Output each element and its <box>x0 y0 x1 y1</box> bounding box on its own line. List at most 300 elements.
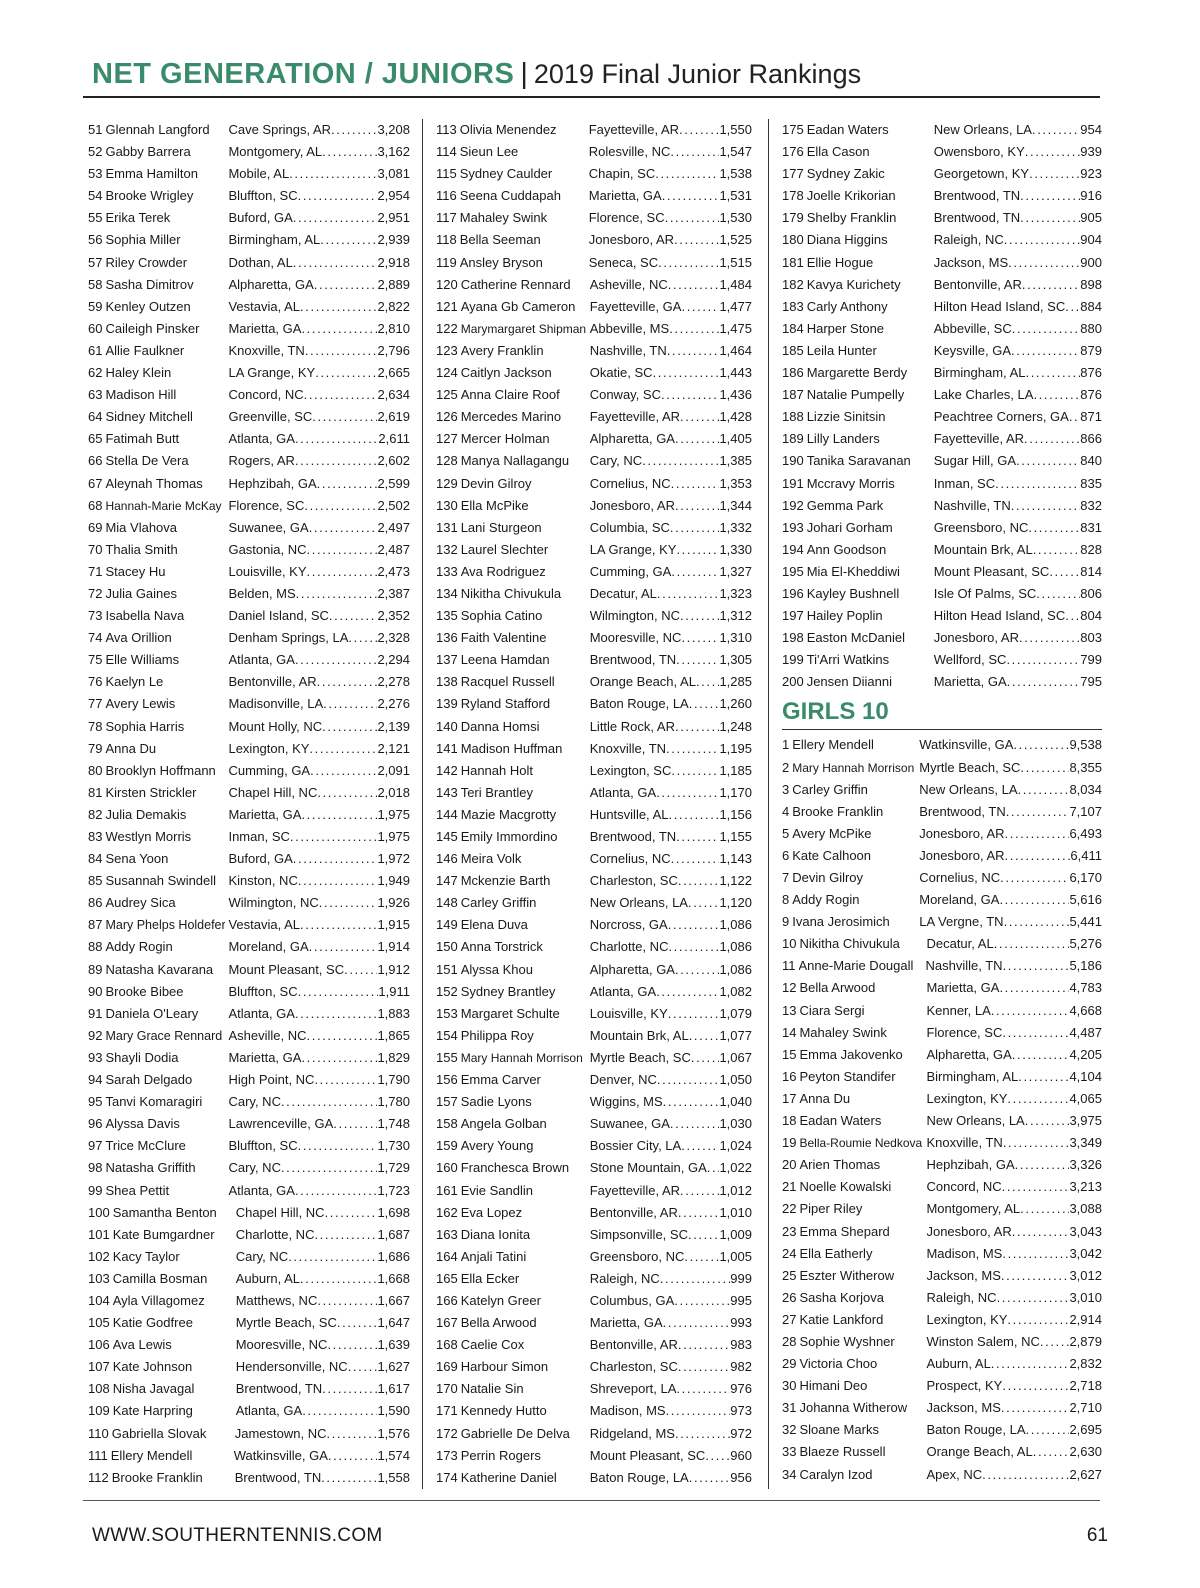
ranking-points: 2,665 <box>377 365 410 381</box>
player-name: Racquel Russell <box>460 674 555 690</box>
player-name: Hailey Poplin <box>806 608 883 624</box>
player-hometown: Knoxville, TN <box>926 1135 1003 1151</box>
rankings-column-1 <box>88 119 410 1489</box>
ranking-row <box>88 1003 410 1025</box>
ranking-row <box>88 539 410 561</box>
player-hometown: Marietta, GA <box>228 806 302 822</box>
leader-dots <box>333 1113 377 1135</box>
rank-number: 181 <box>782 254 804 270</box>
player-hometown: Matthews, NC <box>235 1292 318 1308</box>
rank-number: 162 <box>436 1204 458 1220</box>
leader-dots <box>288 1246 377 1268</box>
ranking-points: 2,954 <box>377 188 410 204</box>
leader-dots <box>1028 517 1080 539</box>
rank-number: 185 <box>782 342 804 358</box>
player-hometown: Brentwood, TN <box>919 803 1006 819</box>
player-name: Nisha Javagal <box>112 1381 195 1397</box>
ranking-row <box>782 649 1102 671</box>
rank-number: 196 <box>782 585 804 601</box>
player-hometown: Asheville, NC <box>228 1027 307 1043</box>
ranking-row <box>782 734 1102 756</box>
rank-number: 191 <box>782 475 804 491</box>
player-hometown: Florence, SC <box>588 210 665 226</box>
player-hometown: Fayetteville, GA <box>589 298 682 314</box>
ranking-points: 832 <box>1080 497 1102 513</box>
ranking-points: 2,139 <box>377 718 410 734</box>
ranking-row <box>88 1025 410 1047</box>
player-name: Sophia Harris <box>105 718 185 734</box>
leader-dots <box>295 1180 378 1202</box>
ranking-points: 3,162 <box>377 144 410 160</box>
player-hometown: Atlanta, GA <box>228 431 295 447</box>
player-name: Harbour Simon <box>460 1359 549 1375</box>
player-name: Gabby Barrera <box>105 144 191 160</box>
rank-number: 12 <box>782 980 797 996</box>
ranking-row <box>436 848 752 870</box>
leader-dots <box>1033 539 1081 561</box>
player-hometown: Suwanee, GA <box>228 519 309 535</box>
player-hometown: Wellford, SC <box>933 652 1007 668</box>
leader-dots <box>662 185 720 207</box>
leader-dots <box>642 450 719 472</box>
rank-number: 93 <box>88 1049 103 1065</box>
player-hometown: Norcross, GA <box>589 917 668 933</box>
ranking-points: 973 <box>730 1403 752 1419</box>
ranking-row <box>782 911 1102 933</box>
player-name: Samantha Benton <box>112 1204 217 1220</box>
rank-number: 116 <box>436 188 457 204</box>
player-hometown: Cornelius, NC <box>589 851 671 867</box>
player-hometown: Cumming, GA <box>589 563 672 579</box>
ranking-row <box>436 185 752 207</box>
ranking-row <box>436 252 752 274</box>
ranking-points: 1,515 <box>719 254 752 270</box>
rank-number: 15 <box>782 1046 797 1062</box>
player-name: Angela Golban <box>460 1116 547 1132</box>
leader-dots <box>1003 955 1070 977</box>
player-hometown: Georgetown, KY <box>933 166 1030 182</box>
player-name: Gabrielle De Delva <box>460 1425 570 1441</box>
leader-dots <box>320 229 377 251</box>
ranking-row <box>88 892 410 914</box>
player-name: Bella Arwood <box>460 1315 537 1331</box>
leader-dots <box>691 1047 720 1069</box>
player-name: Julia Demakis <box>105 806 187 822</box>
ranking-points: 1,912 <box>377 961 410 977</box>
header-divider <box>83 96 1100 98</box>
rank-number: 178 <box>782 188 804 204</box>
leader-dots <box>317 473 378 495</box>
player-name: Brooke Franklin <box>792 803 884 819</box>
player-hometown: Jonesboro, AR <box>588 232 675 248</box>
ranking-points: 1,327 <box>719 563 752 579</box>
ranking-row <box>782 318 1102 340</box>
player-hometown: New Orleans, LA <box>933 122 1032 137</box>
player-hometown: Kinston, NC <box>228 873 298 889</box>
ranking-points: 999 <box>730 1270 752 1286</box>
leader-dots <box>676 649 719 671</box>
ranking-points: 1,405 <box>719 431 752 447</box>
ranking-row <box>88 1356 410 1378</box>
player-name: Leila Hunter <box>806 342 877 358</box>
ranking-row <box>436 384 752 406</box>
player-hometown: Jackson, MS <box>933 254 1009 270</box>
rank-number: 184 <box>782 320 804 336</box>
rank-number: 105 <box>88 1315 110 1331</box>
ranking-row <box>88 1467 410 1489</box>
rank-number: 28 <box>782 1333 797 1349</box>
ranking-row <box>88 627 410 649</box>
ranking-points: 1,698 <box>377 1204 410 1220</box>
leader-dots <box>293 252 378 274</box>
player-hometown: Mooresville, NC <box>235 1337 328 1353</box>
ranking-points: 1,531 <box>719 188 752 204</box>
rank-number: 56 <box>88 232 103 248</box>
ranking-points: 1,730 <box>377 1138 410 1154</box>
ranking-points: 1,865 <box>377 1027 410 1043</box>
player-hometown: Orange Beach, AL <box>589 674 696 690</box>
ranking-row <box>436 561 752 583</box>
ranking-points: 1,975 <box>377 806 410 822</box>
leader-dots <box>317 782 377 804</box>
ranking-points: 806 <box>1080 585 1102 601</box>
leader-dots <box>337 1312 378 1334</box>
ranking-row <box>436 826 752 848</box>
leader-dots <box>1020 757 1069 779</box>
ranking-row <box>88 252 410 274</box>
player-name: Haley Klein <box>105 365 172 381</box>
rank-number: 63 <box>88 387 103 403</box>
leader-dots <box>295 450 378 472</box>
player-hometown: LA Grange, KY <box>228 365 316 381</box>
ranking-row <box>782 583 1102 605</box>
player-name: Sydney Caulder <box>459 166 553 182</box>
ranking-points: 1,780 <box>377 1094 410 1110</box>
player-hometown: Wilmington, NC <box>589 608 680 624</box>
rank-number: 160 <box>436 1160 458 1176</box>
ranking-row <box>782 163 1102 185</box>
ranking-row <box>88 362 410 384</box>
ranking-row <box>88 428 410 450</box>
ranking-row <box>782 1088 1102 1110</box>
ranking-points: 814 <box>1080 563 1102 579</box>
player-name: Mccravy Morris <box>806 475 895 491</box>
ranking-row <box>88 1423 410 1445</box>
leader-dots <box>705 1445 730 1467</box>
rank-number: 153 <box>436 1005 458 1021</box>
player-hometown: Birmingham, AL <box>228 232 321 248</box>
rank-number: 89 <box>88 961 103 977</box>
player-name: Kacy Taylor <box>112 1248 180 1264</box>
ranking-row <box>436 1069 752 1091</box>
leader-dots <box>321 1467 377 1489</box>
ranking-points: 1,911 <box>378 983 410 999</box>
player-hometown: LA Vergne, TN <box>919 914 1004 930</box>
leader-dots <box>1004 911 1070 933</box>
ranking-points: 3,975 <box>1069 1113 1102 1129</box>
rank-number: 115 <box>436 166 457 182</box>
leader-dots <box>1002 1022 1069 1044</box>
ranking-row <box>436 981 752 1003</box>
ranking-row <box>782 141 1102 163</box>
ranking-row <box>436 738 752 760</box>
player-hometown: Jackson, MS <box>926 1400 1001 1416</box>
player-hometown: Denver, NC <box>589 1072 657 1088</box>
rank-number: 92 <box>88 1027 103 1043</box>
rank-number: 167 <box>436 1315 458 1331</box>
ranking-points: 1,530 <box>719 210 752 226</box>
rank-number: 51 <box>88 122 103 137</box>
ranking-points: 3,349 <box>1069 1135 1102 1151</box>
player-name: Piper Riley <box>799 1201 863 1217</box>
player-name: Ellie Hogue <box>806 254 874 270</box>
ranking-row <box>782 274 1102 296</box>
player-hometown: Knoxville, TN <box>589 740 667 756</box>
player-hometown: Brentwood, TN <box>234 1469 322 1485</box>
ranking-points: 5,186 <box>1069 958 1102 974</box>
leader-dots <box>670 517 720 539</box>
leader-dots <box>301 318 377 340</box>
ranking-points: 2,951 <box>377 210 410 226</box>
player-name: Katie Lankford <box>799 1311 884 1327</box>
ranking-points: 2,832 <box>1069 1356 1102 1372</box>
rankings-list-18s-tail <box>782 119 1102 693</box>
rank-number: 166 <box>436 1292 458 1308</box>
player-name: Easton McDaniel <box>806 630 905 646</box>
player-hometown: Lexington, KY <box>926 1090 1008 1106</box>
player-name: Elena Duva <box>460 917 528 933</box>
player-name: Ava Orillion <box>105 630 172 646</box>
rank-number: 110 <box>88 1425 109 1441</box>
ranking-points: 2,810 <box>377 320 410 336</box>
player-name: Eva Lopez <box>460 1204 523 1220</box>
leader-dots <box>1020 1198 1069 1220</box>
ranking-row <box>436 716 752 738</box>
rank-number: 65 <box>88 431 103 447</box>
player-hometown: Marietta, GA <box>589 1315 663 1331</box>
ranking-row <box>436 119 752 141</box>
rank-number: 190 <box>782 453 804 469</box>
leader-dots <box>689 693 720 715</box>
player-name: Mary Hannah Morrison <box>460 1050 583 1065</box>
rankings-column-3 <box>782 119 1102 1486</box>
player-hometown: Atlanta, GA <box>228 1182 295 1198</box>
player-hometown: Cary, NC <box>228 1094 281 1110</box>
player-name: Lilly Landers <box>806 431 880 447</box>
ranking-points: 2,328 <box>377 630 410 646</box>
ranking-row <box>88 671 410 693</box>
rank-number: 152 <box>436 983 458 999</box>
ranking-row <box>436 693 752 715</box>
rank-number: 164 <box>436 1248 458 1264</box>
ranking-row <box>436 1157 752 1179</box>
ranking-points: 876 <box>1080 387 1102 403</box>
player-name: Devin Gilroy <box>460 475 532 491</box>
ranking-points: 2,879 <box>1069 1333 1102 1349</box>
player-hometown: Owensboro, KY <box>933 144 1025 160</box>
ranking-points: 4,205 <box>1069 1046 1102 1062</box>
player-hometown: Okatie, SC <box>589 365 653 381</box>
leader-dots <box>309 517 378 539</box>
ranking-row <box>88 163 410 185</box>
ranking-row <box>436 1180 752 1202</box>
ranking-points: 1,538 <box>719 166 752 182</box>
ranking-row <box>436 627 752 649</box>
player-name: Julia Gaines <box>105 585 178 601</box>
player-hometown: Atlanta, GA <box>589 784 657 800</box>
rank-number: 17 <box>782 1090 797 1106</box>
player-hometown: Watkinsville, GA <box>233 1447 328 1463</box>
leader-dots <box>317 1290 377 1312</box>
rank-number: 78 <box>88 718 103 734</box>
leader-dots <box>671 848 720 870</box>
player-hometown: Prospect, KY <box>926 1378 1003 1394</box>
player-hometown: Stone Mountain, GA <box>589 1160 707 1176</box>
rank-number: 121 <box>436 298 458 314</box>
player-name: Kennedy Hutto <box>460 1403 547 1419</box>
rank-number: 145 <box>436 829 458 844</box>
player-name: Emma Shepard <box>799 1223 890 1239</box>
player-name: Sarah Delgado <box>105 1072 193 1088</box>
player-name: Ava Lewis <box>112 1337 172 1353</box>
ranking-points: 1,005 <box>719 1248 752 1264</box>
player-name: Ella Cason <box>806 144 870 160</box>
ranking-row <box>782 1044 1102 1066</box>
page-header <box>92 58 861 91</box>
rank-number: 188 <box>782 409 804 425</box>
rank-number: 104 <box>88 1292 110 1308</box>
leader-dots <box>300 1268 377 1290</box>
player-name: Sena Yoon <box>105 851 169 867</box>
leader-dots <box>681 296 719 318</box>
rank-number: 62 <box>88 365 103 381</box>
leader-dots <box>1069 406 1080 428</box>
player-name: Leena Hamdan <box>460 652 550 668</box>
player-name: Riley Crowder <box>105 254 188 270</box>
player-hometown: Brentwood, TN <box>589 829 677 844</box>
ranking-row <box>88 1157 410 1179</box>
ranking-row <box>436 1290 752 1312</box>
leader-dots <box>994 933 1070 955</box>
ranking-points: 6,493 <box>1069 825 1102 841</box>
ranking-points: 1,590 <box>377 1403 410 1419</box>
ranking-points: 828 <box>1080 541 1102 557</box>
rank-number: 7 <box>782 870 790 885</box>
rank-number: 107 <box>88 1359 110 1375</box>
leader-dots <box>1065 605 1080 627</box>
leader-dots <box>1002 1243 1069 1265</box>
player-hometown: High Point, NC <box>228 1072 315 1088</box>
ranking-row <box>88 760 410 782</box>
player-name: Anjali Tatini <box>460 1248 527 1264</box>
player-name: Caelie Cox <box>460 1337 525 1353</box>
ranking-row <box>782 823 1102 845</box>
leader-dots <box>309 936 378 958</box>
rank-number: 21 <box>782 1179 797 1195</box>
ranking-row <box>88 495 410 517</box>
player-hometown: Montgomery, AL <box>228 144 323 160</box>
player-hometown: Jonesboro, AR <box>926 1223 1012 1239</box>
ranking-row <box>782 362 1102 384</box>
ranking-points: 2,718 <box>1069 1378 1102 1394</box>
leader-dots <box>1000 867 1069 889</box>
player-name: Sydney Zakic <box>806 166 885 182</box>
leader-dots <box>671 473 720 495</box>
rank-number: 186 <box>782 365 804 381</box>
ranking-row <box>782 955 1102 977</box>
rank-number: 1 <box>782 737 790 753</box>
player-hometown: Columbus, GA <box>589 1292 675 1308</box>
ranking-row <box>436 1400 752 1422</box>
ranking-row <box>436 163 752 185</box>
ranking-row <box>436 1334 752 1356</box>
ranking-points: 1,012 <box>719 1182 752 1198</box>
player-hometown: Alpharetta, GA <box>589 431 675 447</box>
player-name: Emma Jakovenko <box>799 1046 903 1062</box>
player-hometown: Myrtle Beach, SC <box>235 1315 337 1331</box>
leader-dots <box>1013 734 1069 756</box>
leader-dots <box>1025 141 1081 163</box>
leader-dots <box>678 870 720 892</box>
rank-number: 200 <box>782 674 804 690</box>
rank-number: 10 <box>782 936 797 952</box>
ranking-points: 1,443 <box>719 365 752 381</box>
player-name: Trice McClure <box>105 1138 186 1154</box>
ranking-row <box>782 119 1102 141</box>
rank-number: 81 <box>88 784 103 800</box>
player-name: Sasha Dimitrov <box>105 276 194 292</box>
ranking-row <box>782 1243 1102 1265</box>
ranking-row <box>88 141 410 163</box>
leader-dots <box>661 384 719 406</box>
ranking-row <box>436 1445 752 1467</box>
leader-dots <box>1005 845 1071 867</box>
player-name: Kate Bumgardner <box>112 1226 215 1242</box>
ranking-row <box>436 473 752 495</box>
ranking-row <box>88 517 410 539</box>
leader-dots <box>1005 823 1070 845</box>
leader-dots <box>328 1445 378 1467</box>
leader-dots <box>315 362 377 384</box>
ranking-points: 1,323 <box>719 585 752 601</box>
player-name: Sophia Miller <box>105 232 181 248</box>
ranking-points: 3,088 <box>1069 1201 1102 1217</box>
ranking-points: 972 <box>730 1425 752 1441</box>
rank-number: 144 <box>436 806 458 822</box>
ranking-points: 3,043 <box>1069 1223 1102 1239</box>
player-hometown: Rolesville, NC <box>588 144 671 160</box>
player-hometown: Belden, MS <box>228 585 296 601</box>
player-hometown: Apex, NC <box>926 1466 983 1482</box>
leader-dots <box>675 495 719 517</box>
ranking-row <box>782 1000 1102 1022</box>
rank-number: 180 <box>782 232 804 248</box>
ranking-points: 1,030 <box>719 1116 752 1132</box>
ranking-row <box>782 428 1102 450</box>
player-name: Mahaley Swink <box>459 210 548 226</box>
ranking-points: 905 <box>1080 210 1102 226</box>
rank-number: 127 <box>436 431 458 447</box>
leader-dots <box>997 1287 1070 1309</box>
ranking-points: 1,915 <box>377 917 410 933</box>
rank-number: 18 <box>782 1113 797 1129</box>
player-hometown: New Orleans, LA <box>919 781 1018 797</box>
leader-dots <box>1016 450 1080 472</box>
player-hometown: Moreland, GA <box>919 892 1000 908</box>
leader-dots <box>684 1246 719 1268</box>
rank-number: 148 <box>436 895 458 911</box>
ranking-row <box>782 185 1102 207</box>
